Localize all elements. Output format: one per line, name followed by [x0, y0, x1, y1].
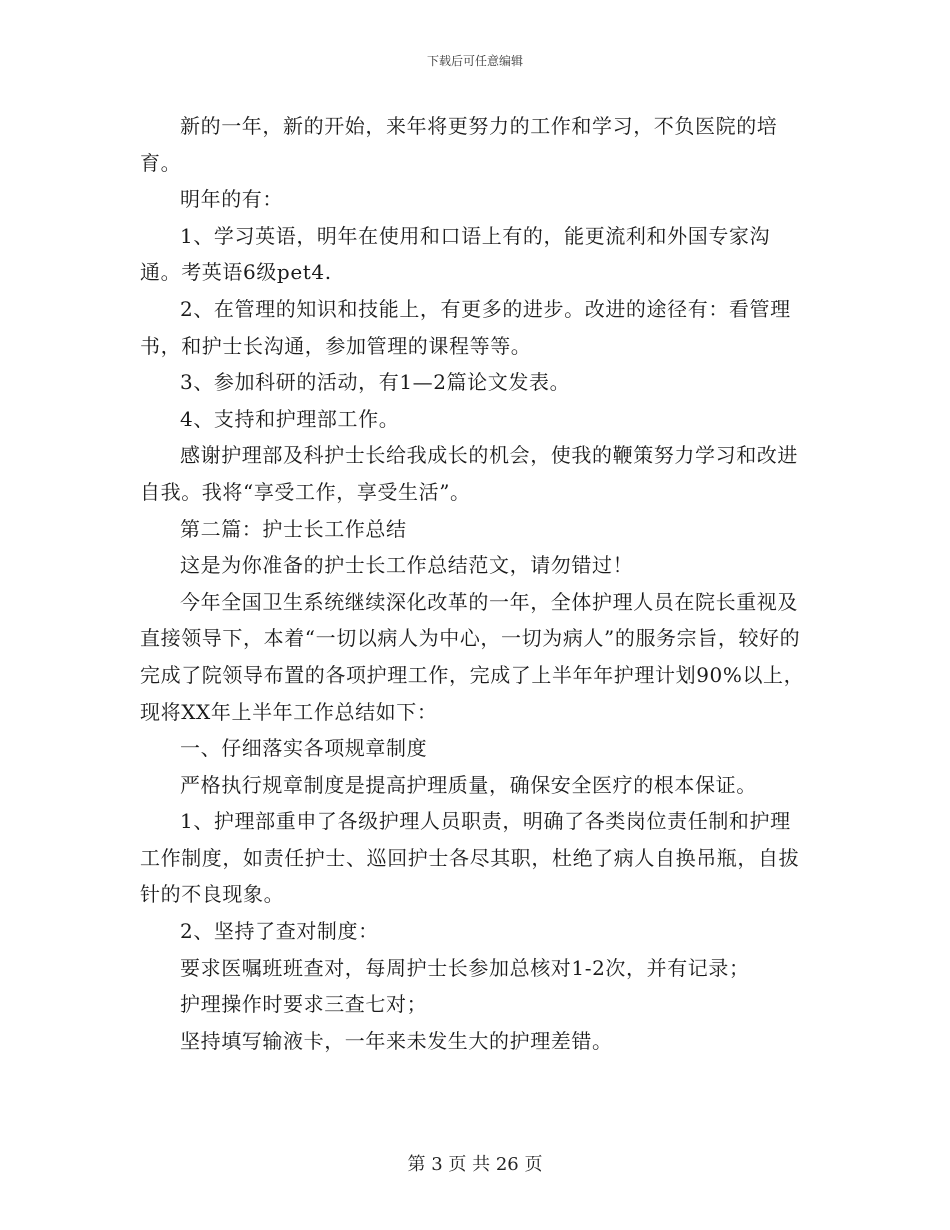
page-header-note: 下载后可任意编辑: [426, 54, 523, 68]
subsection-heading: 一、仔细落实各项规章制度: [180, 736, 428, 761]
paragraph: 1、学习英语，明年在使用和口语上有的，能更流利和外国专家沟通。考英语6级pet4.: [140, 223, 771, 285]
document-body: [140, 108, 810, 1059]
paragraph: 4、支持和护理部工作。: [180, 406, 400, 431]
paragraph: 这是为你准备的护士长工作总结范文，请勿错过！: [180, 553, 634, 578]
paragraph: 1、护理部重申了各级护理人员职责，明确了各类岗位责任制和护理工作制度，如责任护士、巡回护士各尽其职，杜绝了病人自换吊瓶，自拔针的不良现象。: [140, 809, 800, 907]
page-number: 第 3 页 共 26 页: [407, 1154, 543, 1175]
section-heading: 第二篇：护士长工作总结: [180, 516, 407, 541]
paragraph: 新的一年，新的开始，来年将更努力的工作和学习，不负医院的培育。: [140, 114, 778, 175]
paragraph: 坚持填写输液卡，一年来未发生大的护理差错。: [180, 1028, 613, 1053]
paragraph: 2、坚持了查对制度：: [180, 919, 379, 944]
paragraph: 今年全国卫生系统继续深化改革的一年，全体护理人员在院长重视及直接领导下，本着“一切以病人为中心，一切为病人”的服务宗旨，较好的完成了院领导布置的各项护理工作，完成了上半年年护理计划90%以上，现将XX年上半年工作总结如下：: [140, 589, 805, 724]
paragraph: 要求医嘱班班查对，每周护士长参加总核对1-2次，并有记录；: [180, 955, 750, 980]
paragraph: 3、参加科研的活动，有1—2篇论文发表。: [180, 370, 571, 395]
paragraph: 感谢护理部及科护士长给我成长的机会，使我的鞭策努力学习和改进自我。我将“享受工作，享受生活”。: [140, 443, 798, 504]
paragraph: 2、在管理的知识和技能上，有更多的进步。改进的途径有：看管理书，和护士长沟通，参加管理的课程等等。: [140, 296, 791, 358]
paragraph: 明年的有：: [180, 187, 283, 212]
paragraph: 严格执行规章制度是提高护理质量，确保安全医疗的根本保证。: [180, 772, 757, 797]
paragraph: 护理操作时要求三查七对；: [180, 992, 428, 1017]
